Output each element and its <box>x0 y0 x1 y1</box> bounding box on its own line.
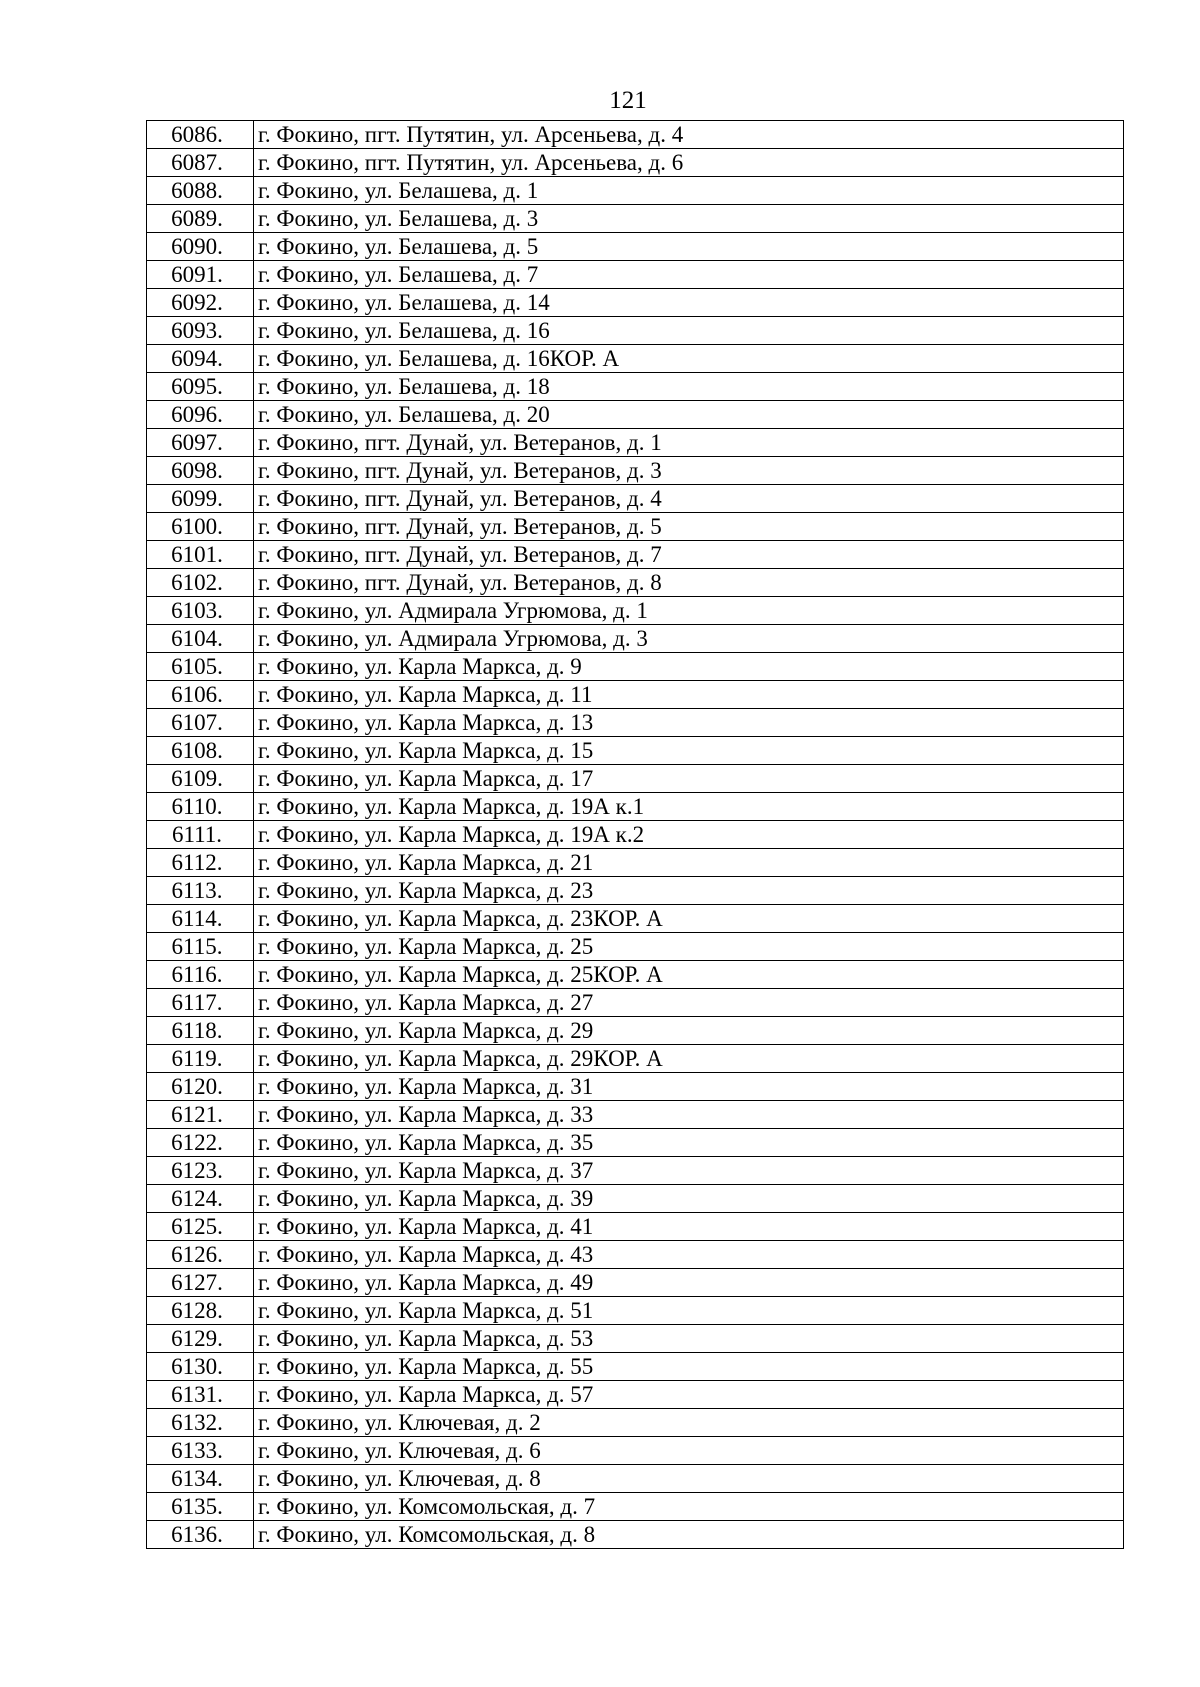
address-cell: г. Фокино, ул. Белашева, д. 20 <box>254 401 1124 429</box>
address-cell: г. Фокино, ул. Белашева, д. 5 <box>254 233 1124 261</box>
row-number-cell: 6120. <box>147 1073 254 1101</box>
row-number-cell: 6133. <box>147 1437 254 1465</box>
table-row <box>147 485 1124 513</box>
table-row <box>147 513 1124 541</box>
table-row <box>147 1437 1124 1465</box>
row-number-cell: 6135. <box>147 1493 254 1521</box>
address-cell: г. Фокино, ул. Карла Маркса, д. 25КОР. А <box>254 961 1124 989</box>
table-row <box>147 1241 1124 1269</box>
row-number-cell: 6091. <box>147 261 254 289</box>
page-number: 121 <box>609 87 647 114</box>
table-row <box>147 1157 1124 1185</box>
table-row <box>147 989 1124 1017</box>
table-row <box>147 1045 1124 1073</box>
table-row <box>147 261 1124 289</box>
table-row <box>147 541 1124 569</box>
table-row <box>147 177 1124 205</box>
row-number-cell: 6100. <box>147 513 254 541</box>
table-row <box>147 401 1124 429</box>
table-row <box>147 849 1124 877</box>
address-cell: г. Фокино, ул. Белашева, д. 1 <box>254 177 1124 205</box>
row-number-cell: 6114. <box>147 905 254 933</box>
row-number-cell: 6098. <box>147 457 254 485</box>
address-cell: г. Фокино, ул. Карла Маркса, д. 43 <box>254 1241 1124 1269</box>
address-cell: г. Фокино, ул. Ключевая, д. 6 <box>254 1437 1124 1465</box>
table-row <box>147 597 1124 625</box>
table-row <box>147 1297 1124 1325</box>
row-number-cell: 6128. <box>147 1297 254 1325</box>
row-number-cell: 6108. <box>147 737 254 765</box>
row-number-cell: 6123. <box>147 1157 254 1185</box>
row-number-cell: 6095. <box>147 373 254 401</box>
row-number-cell: 6107. <box>147 709 254 737</box>
table-row <box>147 933 1124 961</box>
row-number-cell: 6109. <box>147 765 254 793</box>
address-cell: г. Фокино, ул. Карла Маркса, д. 11 <box>254 681 1124 709</box>
address-cell: г. Фокино, пгт. Путятин, ул. Арсеньева, д. 4 <box>254 121 1124 149</box>
table-row <box>147 1213 1124 1241</box>
row-number-cell: 6111. <box>147 821 254 849</box>
table-row <box>147 1129 1124 1157</box>
address-cell: г. Фокино, ул. Карла Маркса, д. 57 <box>254 1381 1124 1409</box>
table-row <box>147 1101 1124 1129</box>
address-cell: г. Фокино, ул. Белашева, д. 7 <box>254 261 1124 289</box>
row-number-cell: 6126. <box>147 1241 254 1269</box>
table-row <box>147 1325 1124 1353</box>
address-cell: г. Фокино, ул. Карла Маркса, д. 19А к.1 <box>254 793 1124 821</box>
row-number-cell: 6115. <box>147 933 254 961</box>
table-row <box>147 1185 1124 1213</box>
table-row <box>147 821 1124 849</box>
table-row <box>147 905 1124 933</box>
address-table-body <box>147 121 1124 1549</box>
row-number-cell: 6132. <box>147 1409 254 1437</box>
row-number-cell: 6104. <box>147 625 254 653</box>
address-cell: г. Фокино, пгт. Дунай, ул. Ветеранов, д. 8 <box>254 569 1124 597</box>
address-cell: г. Фокино, ул. Карла Маркса, д. 49 <box>254 1269 1124 1297</box>
row-number-cell: 6096. <box>147 401 254 429</box>
address-cell: г. Фокино, ул. Белашева, д. 16КОР. А <box>254 345 1124 373</box>
table-row <box>147 569 1124 597</box>
table-row <box>147 625 1124 653</box>
address-cell: г. Фокино, пгт. Путятин, ул. Арсеньева, д. 6 <box>254 149 1124 177</box>
row-number-cell: 6127. <box>147 1269 254 1297</box>
address-cell: г. Фокино, ул. Карла Маркса, д. 15 <box>254 737 1124 765</box>
address-cell: г. Фокино, пгт. Дунай, ул. Ветеранов, д. 4 <box>254 485 1124 513</box>
address-cell: г. Фокино, ул. Карла Маркса, д. 35 <box>254 1129 1124 1157</box>
table-row <box>147 457 1124 485</box>
table-row <box>147 1493 1124 1521</box>
table-row <box>147 345 1124 373</box>
row-number-cell: 6121. <box>147 1101 254 1129</box>
address-cell: г. Фокино, ул. Карла Маркса, д. 27 <box>254 989 1124 1017</box>
table-row <box>147 765 1124 793</box>
table-row <box>147 121 1124 149</box>
address-cell: г. Фокино, ул. Карла Маркса, д. 23КОР. А <box>254 905 1124 933</box>
row-number-cell: 6110. <box>147 793 254 821</box>
table-row <box>147 149 1124 177</box>
address-cell: г. Фокино, ул. Адмирала Угрюмова, д. 3 <box>254 625 1124 653</box>
row-number-cell: 6087. <box>147 149 254 177</box>
address-cell: г. Фокино, ул. Карла Маркса, д. 29 <box>254 1017 1124 1045</box>
address-cell: г. Фокино, ул. Карла Маркса, д. 17 <box>254 765 1124 793</box>
address-cell: г. Фокино, ул. Карла Маркса, д. 13 <box>254 709 1124 737</box>
address-cell: г. Фокино, пгт. Дунай, ул. Ветеранов, д. 5 <box>254 513 1124 541</box>
address-cell: г. Фокино, ул. Белашева, д. 3 <box>254 205 1124 233</box>
address-cell: г. Фокино, ул. Карла Маркса, д. 31 <box>254 1073 1124 1101</box>
row-number-cell: 6105. <box>147 653 254 681</box>
row-number-cell: 6092. <box>147 289 254 317</box>
row-number-cell: 6117. <box>147 989 254 1017</box>
row-number-cell: 6136. <box>147 1521 254 1549</box>
address-cell: г. Фокино, ул. Карла Маркса, д. 9 <box>254 653 1124 681</box>
address-cell: г. Фокино, ул. Комсомольская, д. 8 <box>254 1521 1124 1549</box>
row-number-cell: 6089. <box>147 205 254 233</box>
table-row <box>147 1269 1124 1297</box>
row-number-cell: 6090. <box>147 233 254 261</box>
table-row <box>147 429 1124 457</box>
address-cell: г. Фокино, ул. Карла Маркса, д. 41 <box>254 1213 1124 1241</box>
address-cell: г. Фокино, ул. Карла Маркса, д. 21 <box>254 849 1124 877</box>
row-number-cell: 6122. <box>147 1129 254 1157</box>
address-cell: г. Фокино, ул. Карла Маркса, д. 39 <box>254 1185 1124 1213</box>
address-cell: г. Фокино, ул. Адмирала Угрюмова, д. 1 <box>254 597 1124 625</box>
table-row <box>147 1073 1124 1101</box>
address-cell: г. Фокино, ул. Белашева, д. 18 <box>254 373 1124 401</box>
row-number-cell: 6134. <box>147 1465 254 1493</box>
table-row <box>147 709 1124 737</box>
address-cell: г. Фокино, ул. Карла Маркса, д. 33 <box>254 1101 1124 1129</box>
row-number-cell: 6118. <box>147 1017 254 1045</box>
table-row <box>147 233 1124 261</box>
row-number-cell: 6101. <box>147 541 254 569</box>
address-cell: г. Фокино, ул. Комсомольская, д. 7 <box>254 1493 1124 1521</box>
address-cell: г. Фокино, пгт. Дунай, ул. Ветеранов, д. 3 <box>254 457 1124 485</box>
address-table <box>146 120 1124 1549</box>
row-number-cell: 6124. <box>147 1185 254 1213</box>
table-row <box>147 317 1124 345</box>
row-number-cell: 6116. <box>147 961 254 989</box>
row-number-cell: 6125. <box>147 1213 254 1241</box>
address-cell: г. Фокино, ул. Ключевая, д. 2 <box>254 1409 1124 1437</box>
row-number-cell: 6102. <box>147 569 254 597</box>
address-cell: г. Фокино, ул. Белашева, д. 16 <box>254 317 1124 345</box>
table-row <box>147 1409 1124 1437</box>
row-number-cell: 6112. <box>147 849 254 877</box>
row-number-cell: 6097. <box>147 429 254 457</box>
table-row <box>147 1017 1124 1045</box>
table-row <box>147 653 1124 681</box>
table-row <box>147 793 1124 821</box>
address-cell: г. Фокино, ул. Карла Маркса, д. 19А к.2 <box>254 821 1124 849</box>
row-number-cell: 6088. <box>147 177 254 205</box>
table-row <box>147 1381 1124 1409</box>
table-row <box>147 289 1124 317</box>
row-number-cell: 6113. <box>147 877 254 905</box>
address-cell: г. Фокино, ул. Карла Маркса, д. 25 <box>254 933 1124 961</box>
table-row <box>147 681 1124 709</box>
table-row <box>147 1465 1124 1493</box>
row-number-cell: 6094. <box>147 345 254 373</box>
address-cell: г. Фокино, пгт. Дунай, ул. Ветеранов, д. 1 <box>254 429 1124 457</box>
address-cell: г. Фокино, ул. Карла Маркса, д. 53 <box>254 1325 1124 1353</box>
table-row <box>147 1521 1124 1549</box>
address-cell: г. Фокино, ул. Карла Маркса, д. 55 <box>254 1353 1124 1381</box>
address-cell: г. Фокино, пгт. Дунай, ул. Ветеранов, д. 7 <box>254 541 1124 569</box>
table-row <box>147 205 1124 233</box>
table-row <box>147 877 1124 905</box>
row-number-cell: 6130. <box>147 1353 254 1381</box>
row-number-cell: 6131. <box>147 1381 254 1409</box>
table-row <box>147 961 1124 989</box>
address-cell: г. Фокино, ул. Белашева, д. 14 <box>254 289 1124 317</box>
address-cell: г. Фокино, ул. Карла Маркса, д. 23 <box>254 877 1124 905</box>
address-cell: г. Фокино, ул. Ключевая, д. 8 <box>254 1465 1124 1493</box>
address-cell: г. Фокино, ул. Карла Маркса, д. 37 <box>254 1157 1124 1185</box>
row-number-cell: 6103. <box>147 597 254 625</box>
table-row <box>147 1353 1124 1381</box>
address-cell: г. Фокино, ул. Карла Маркса, д. 51 <box>254 1297 1124 1325</box>
row-number-cell: 6129. <box>147 1325 254 1353</box>
table-row <box>147 373 1124 401</box>
address-cell: г. Фокино, ул. Карла Маркса, д. 29КОР. А <box>254 1045 1124 1073</box>
row-number-cell: 6086. <box>147 121 254 149</box>
table-row <box>147 737 1124 765</box>
row-number-cell: 6099. <box>147 485 254 513</box>
row-number-cell: 6106. <box>147 681 254 709</box>
row-number-cell: 6093. <box>147 317 254 345</box>
row-number-cell: 6119. <box>147 1045 254 1073</box>
